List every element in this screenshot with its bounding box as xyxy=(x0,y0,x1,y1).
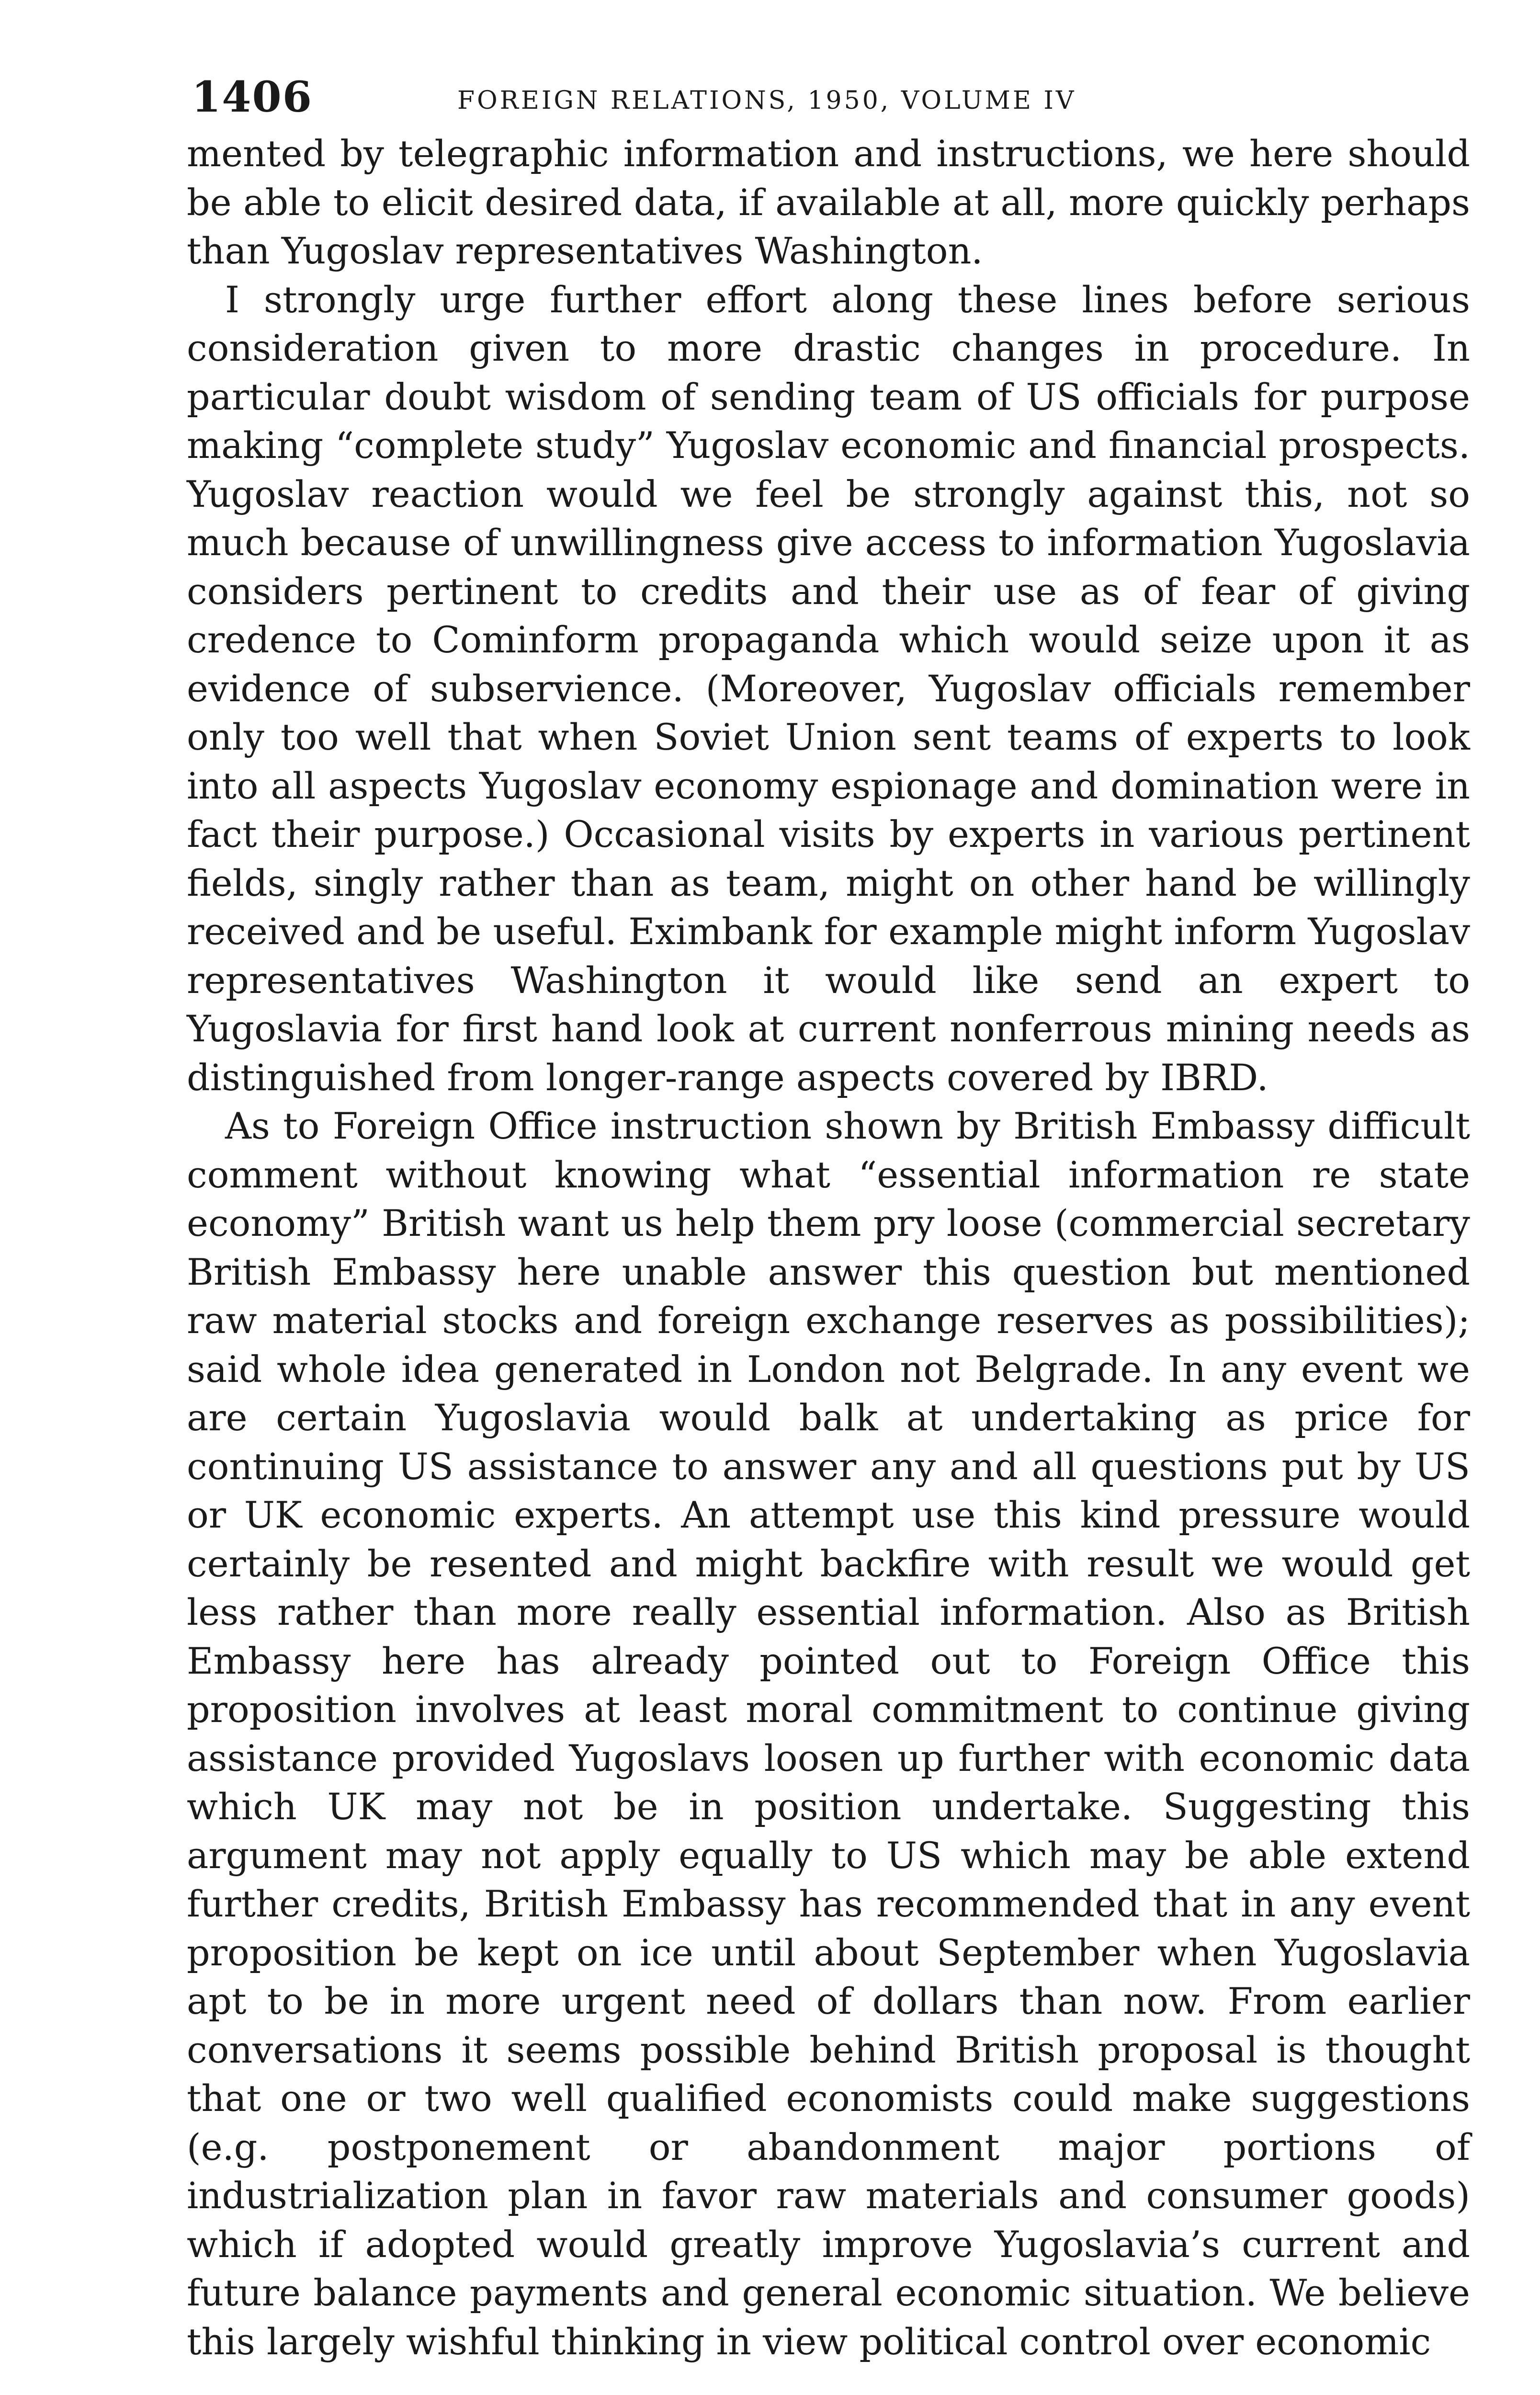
running-header xyxy=(187,72,1470,129)
paragraph-foreign-office: As to Foreign Office instruction shown by British Embassy difficult comment without knowing what “essential information re state economy” British want us help them pry loose (commercial secretary British Embassy here unable answer this question but mentioned raw material stocks and foreign exchange reserves as possibilities); said whole idea generated in London not Belgrade. In any event we are certain Yugoslavia would balk at undertaking as price for continuing US assistance to answer any and all questions put by US or UK economic experts. An attempt use this kind pressure would certainly be resented and might backfire with result we would get less rather than more really essential information. Also as British Embassy here has already pointed out to Foreign Office this proposition involves at least moral commitment to continue giving assistance provided Yugoslavs loosen up further with economic data which UK may not be in position undertake. Suggesting this argument may not apply equally to US which may be able extend further credits, British Embassy has recommended that in any event proposition be kept on ice until about September when Yugoslavia apt to be in more urgent need of dollars than now. From earlier conversations it seems possible behind British proposal is thought that one or two well qualified economists could make suggestions (e.g. postponement or abandonment major portions of industrialization plan in favor raw materials and consumer goods) which if adopted would greatly improve Yugoslavia’s current and future balance payments and general economic situation. We believe this largely wishful thinking in view political control over economic xyxy=(187,1105,1470,2363)
document-page xyxy=(187,72,1470,2366)
body-text xyxy=(187,129,1470,2366)
paragraph-further-effort: I strongly urge further effort along these lines before serious consideration given to more drastic changes in procedure. In particular doubt wisdom of sending team of US officials for purpose making “complete study” Yugoslav economic and financial prospects. Yugoslav reaction would we feel be strongly against this, not so much because of unwillingness give access to information Yugoslavia considers pertinent to credits and their use as of fear of giving credence to Cominform propaganda which would seize upon it as evidence of subservience. (Moreover, Yugoslav officials remember only too well that when Soviet Union sent teams of experts to look into all aspects Yugoslav economy espionage and domination were in fact their purpose.) Occasional visits by experts in various pertinent fields, singly rather than as team, might on other hand be willingly received and be useful. Eximbank for example might inform Yugoslav representatives Washington it would like send an expert to Yugoslavia for first hand look at current nonferrous mining needs as distinguished from longer-range aspects covered by IBRD. xyxy=(187,278,1470,1099)
running-title: FOREIGN RELATIONS, 1950, VOLUME IV xyxy=(457,86,1076,115)
paragraph-continued: mented by telegraphic information and instructions, we here should be able to elicit desired data, if available at all, more quickly perhaps than Yugoslav representatives Washington. xyxy=(187,132,1470,272)
page-number: 1406 xyxy=(192,72,313,122)
